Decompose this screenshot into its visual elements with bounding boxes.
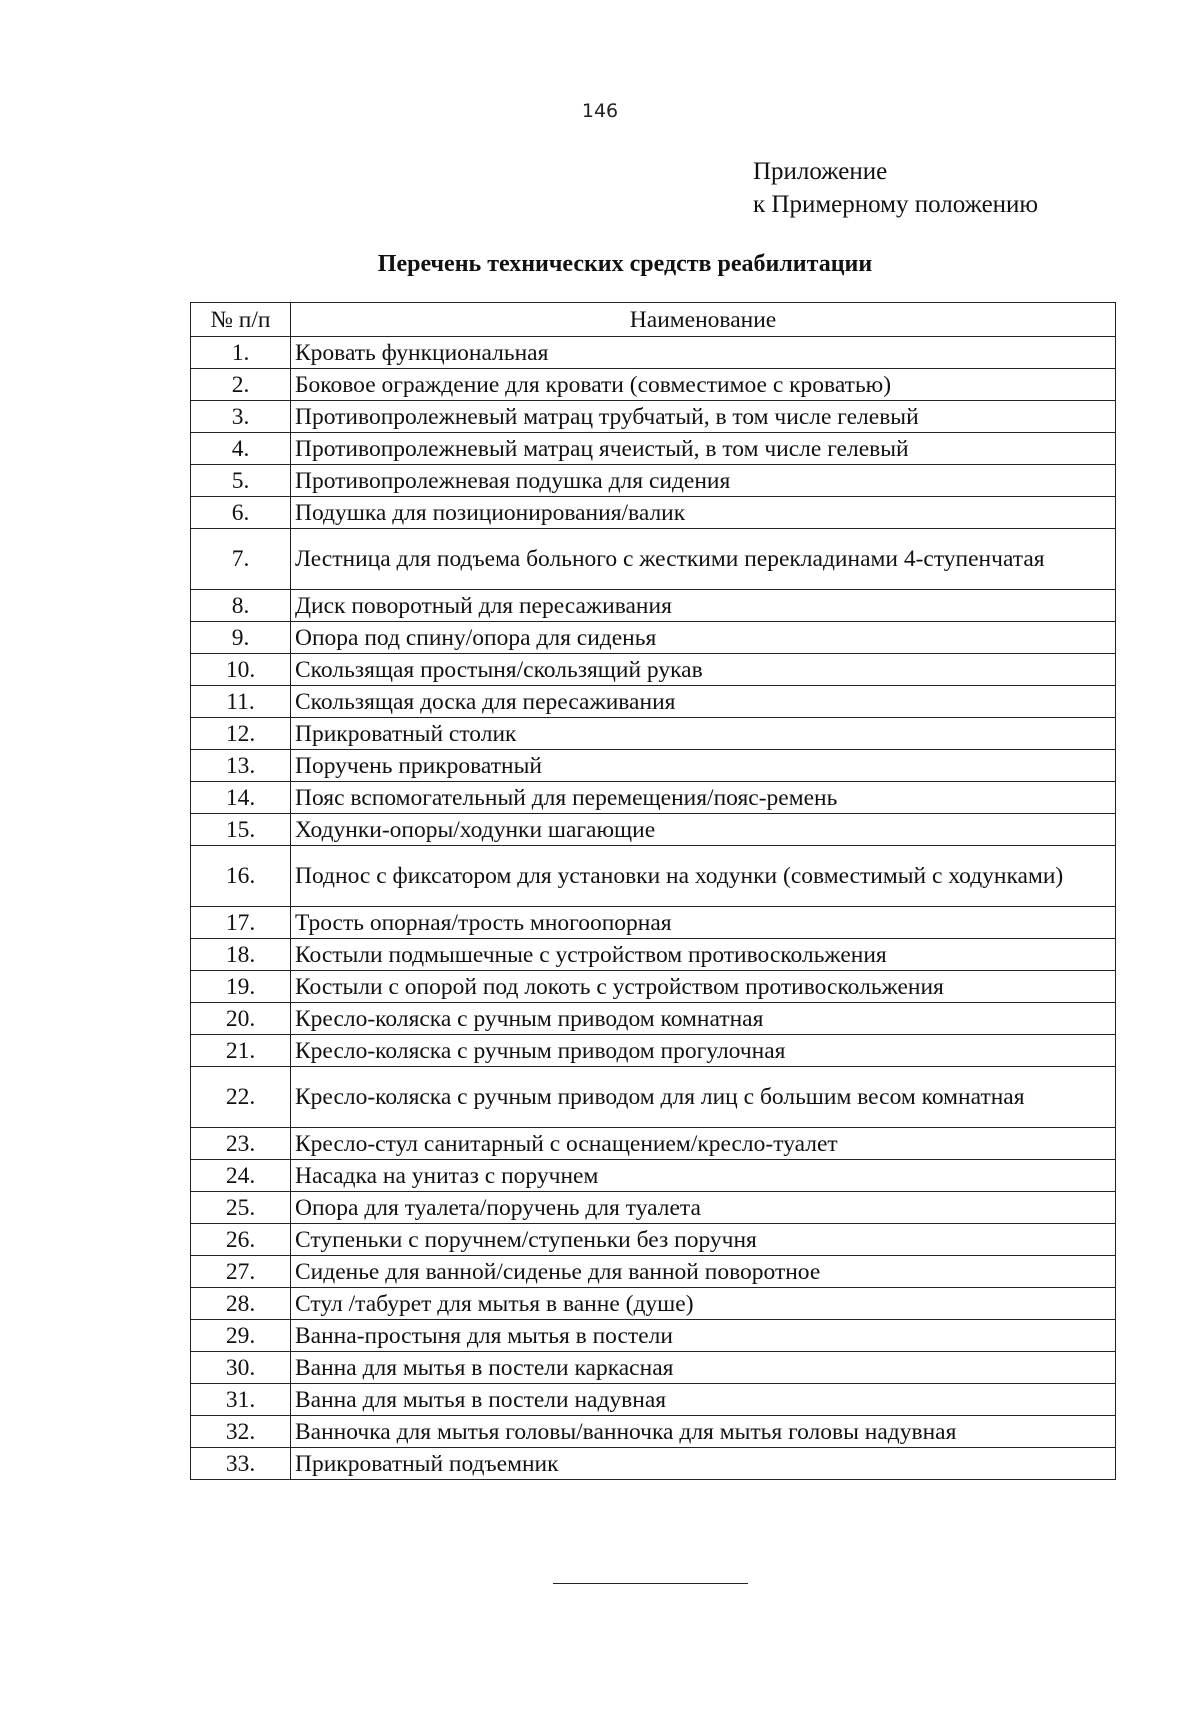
row-name: Прикроватный подъемник	[291, 1448, 1116, 1480]
table-body	[191, 337, 1116, 1480]
table-row	[191, 750, 1116, 782]
row-number: 31.	[191, 1384, 291, 1416]
row-number: 15.	[191, 814, 291, 846]
row-number: 1.	[191, 337, 291, 369]
footer-divider	[553, 1583, 748, 1584]
table-row	[191, 1384, 1116, 1416]
table-row	[191, 1448, 1116, 1480]
row-name: Подушка для позиционирования/валик	[291, 497, 1116, 529]
row-name: Ванна-простыня для мытья в постели	[291, 1320, 1116, 1352]
row-number: 9.	[191, 622, 291, 654]
rehabilitation-means-table	[190, 302, 1116, 1480]
row-number: 16.	[191, 846, 291, 907]
row-number: 14.	[191, 782, 291, 814]
table-row	[191, 1320, 1116, 1352]
table-row	[191, 907, 1116, 939]
header-number: № п/п	[191, 303, 291, 337]
document-title: Перечень технических средств реабилитации	[377, 251, 873, 277]
appendix-line-2: к Примерному положению	[753, 191, 1039, 218]
row-name: Кресло-коляска с ручным приводом комнатная	[291, 1003, 1116, 1035]
row-number: 30.	[191, 1352, 291, 1384]
row-name: Стул /табурет для мытья в ванне (душе)	[291, 1288, 1116, 1320]
row-number: 32.	[191, 1416, 291, 1448]
row-name: Опора для туалета/поручень для туалета	[291, 1192, 1116, 1224]
table-row	[191, 1256, 1116, 1288]
row-name: Кресло-коляска с ручным приводом прогулочная	[291, 1035, 1116, 1067]
table-row	[191, 1067, 1116, 1128]
table-row	[191, 1192, 1116, 1224]
table-row	[191, 590, 1116, 622]
table-row	[191, 1416, 1116, 1448]
table-row	[191, 1003, 1116, 1035]
table-row	[191, 1128, 1116, 1160]
row-number: 18.	[191, 939, 291, 971]
table-row	[191, 529, 1116, 590]
table-row	[191, 497, 1116, 529]
table-row	[191, 1288, 1116, 1320]
row-name: Диск поворотный для пересаживания	[291, 590, 1116, 622]
row-number: 27.	[191, 1256, 291, 1288]
row-name: Кресло-коляска с ручным приводом для лиц с большим весом комнатная	[291, 1067, 1116, 1128]
row-number: 28.	[191, 1288, 291, 1320]
row-number: 26.	[191, 1224, 291, 1256]
row-number: 2.	[191, 369, 291, 401]
row-name: Сиденье для ванной/сиденье для ванной поворотное	[291, 1256, 1116, 1288]
row-name: Ходунки-опоры/ходунки шагающие	[291, 814, 1116, 846]
row-name: Поручень прикроватный	[291, 750, 1116, 782]
table-header-row	[191, 303, 1116, 337]
row-name: Опора под спину/опора для сиденья	[291, 622, 1116, 654]
row-name: Ванна для мытья в постели каркасная	[291, 1352, 1116, 1384]
row-name: Противопролежневый матрац ячеистый, в том числе гелевый	[291, 433, 1116, 465]
table-row	[191, 939, 1116, 971]
row-number: 22.	[191, 1067, 291, 1128]
appendix-line-1: Приложение	[753, 158, 888, 185]
table-row	[191, 369, 1116, 401]
row-number: 12.	[191, 718, 291, 750]
table-row	[191, 1224, 1116, 1256]
row-name: Трость опорная/трость многоопорная	[291, 907, 1116, 939]
row-number: 11.	[191, 686, 291, 718]
table-row	[191, 465, 1116, 497]
table-row	[191, 654, 1116, 686]
row-name: Ступеньки с поручнем/ступеньки без поручня	[291, 1224, 1116, 1256]
row-name: Ванночка для мытья головы/ванночка для мытья головы надувная	[291, 1416, 1116, 1448]
row-name: Противопролежневая подушка для сидения	[291, 465, 1116, 497]
row-name: Скользящая простыня/скользящий рукав	[291, 654, 1116, 686]
row-number: 19.	[191, 971, 291, 1003]
row-number: 10.	[191, 654, 291, 686]
table-row	[191, 718, 1116, 750]
row-name: Пояс вспомогательный для перемещения/пояс-ремень	[291, 782, 1116, 814]
row-name: Кровать функциональная	[291, 337, 1116, 369]
table-row	[191, 433, 1116, 465]
row-number: 33.	[191, 1448, 291, 1480]
row-name: Насадка на унитаз с поручнем	[291, 1160, 1116, 1192]
row-name: Кресло-стул санитарный с оснащением/кресло-туалет	[291, 1128, 1116, 1160]
table-row	[191, 814, 1116, 846]
page-number: 146	[581, 100, 619, 122]
table-row	[191, 1352, 1116, 1384]
table-row	[191, 1160, 1116, 1192]
row-number: 7.	[191, 529, 291, 590]
row-name: Костыли с опорой под локоть с устройством противоскольжения	[291, 971, 1116, 1003]
row-number: 6.	[191, 497, 291, 529]
row-name: Боковое ограждение для кровати (совместимое с кроватью)	[291, 369, 1116, 401]
row-name: Противопролежневый матрац трубчатый, в том числе гелевый	[291, 401, 1116, 433]
table-row	[191, 622, 1116, 654]
row-number: 5.	[191, 465, 291, 497]
row-name: Костыли подмышечные с устройством противоскольжения	[291, 939, 1116, 971]
row-name: Поднос с фиксатором для установки на ходунки (совместимый с ходунками)	[291, 846, 1116, 907]
row-number: 21.	[191, 1035, 291, 1067]
row-number: 4.	[191, 433, 291, 465]
row-number: 17.	[191, 907, 291, 939]
row-number: 25.	[191, 1192, 291, 1224]
appendix-note	[753, 155, 1038, 221]
table-row	[191, 1035, 1116, 1067]
row-name: Лестница для подъема больного с жесткими перекладинами 4-ступенчатая	[291, 529, 1116, 590]
header-name: Наименование	[291, 303, 1116, 337]
table-row	[191, 846, 1116, 907]
table-row	[191, 686, 1116, 718]
row-name: Прикроватный столик	[291, 718, 1116, 750]
row-number: 3.	[191, 401, 291, 433]
row-name: Скользящая доска для пересаживания	[291, 686, 1116, 718]
table-row	[191, 971, 1116, 1003]
row-number: 23.	[191, 1128, 291, 1160]
row-name: Ванна для мытья в постели надувная	[291, 1384, 1116, 1416]
row-number: 13.	[191, 750, 291, 782]
row-number: 8.	[191, 590, 291, 622]
row-number: 24.	[191, 1160, 291, 1192]
table-row	[191, 401, 1116, 433]
table-row	[191, 782, 1116, 814]
row-number: 29.	[191, 1320, 291, 1352]
table-row	[191, 337, 1116, 369]
row-number: 20.	[191, 1003, 291, 1035]
